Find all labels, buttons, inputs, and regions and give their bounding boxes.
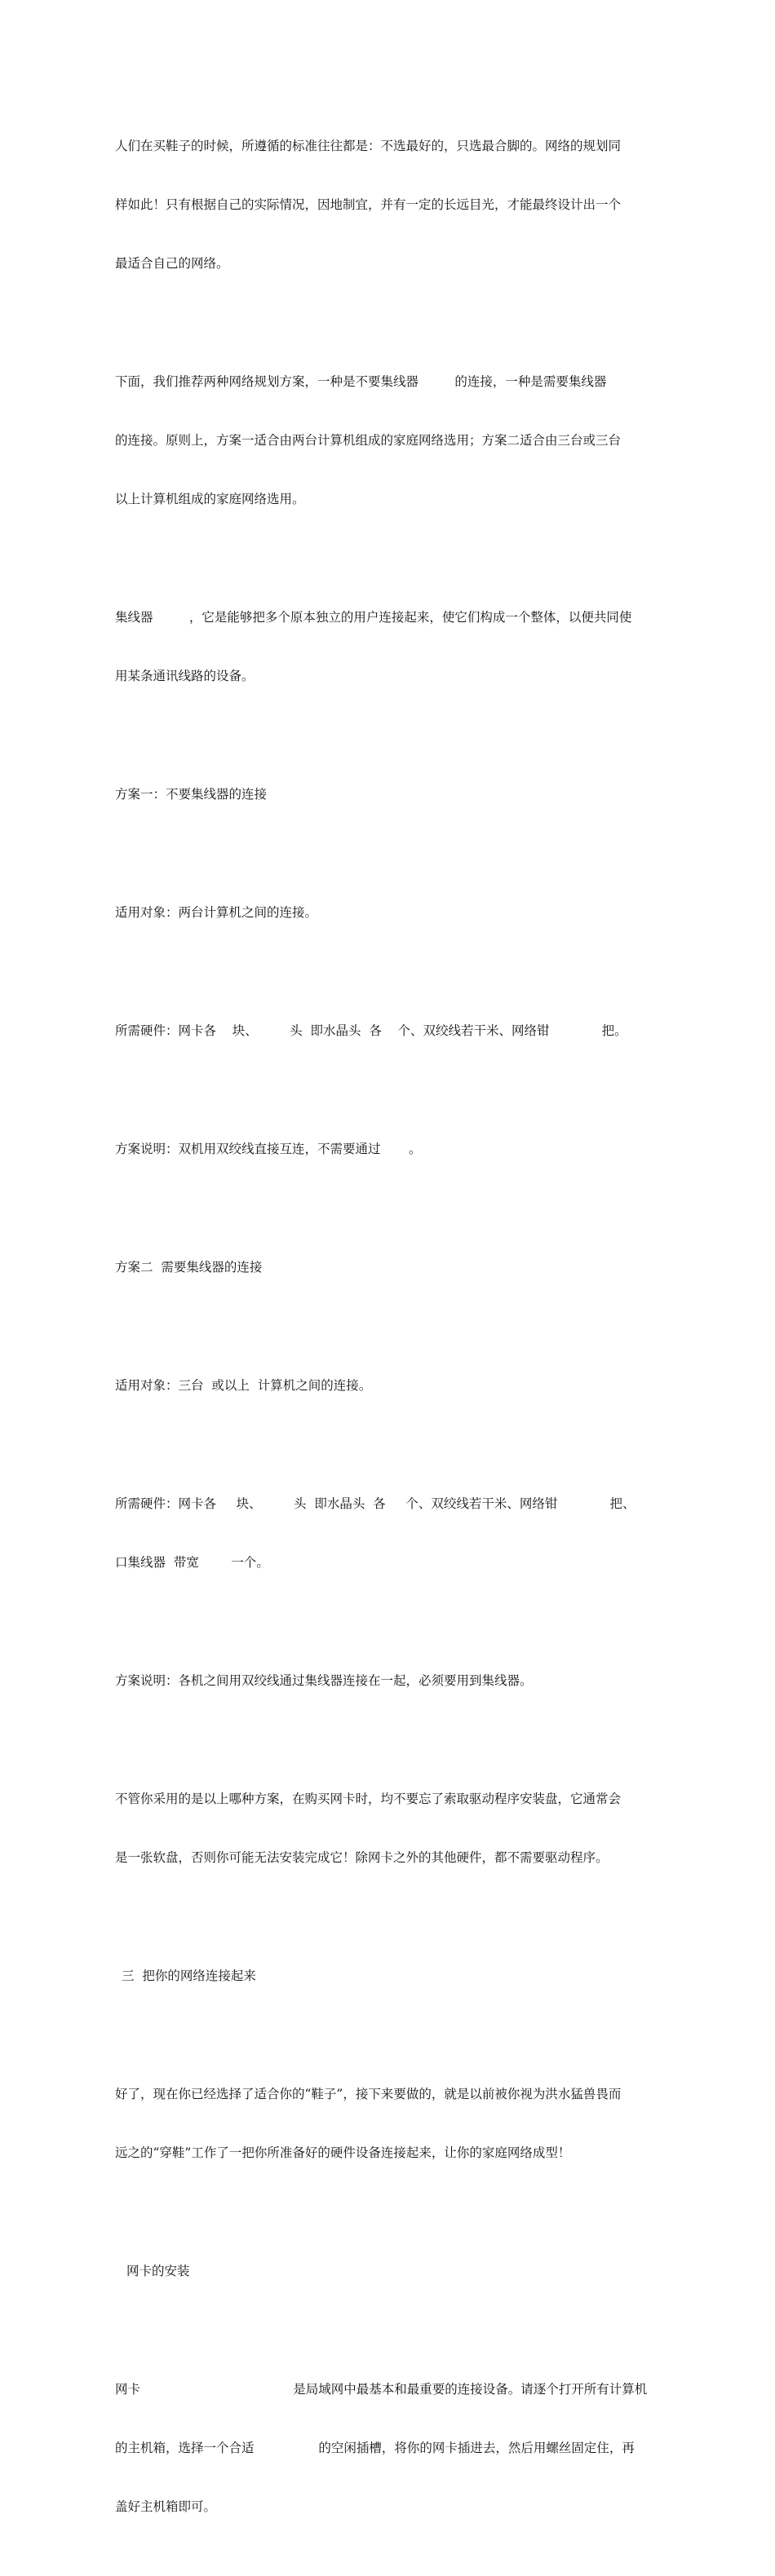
plan-one-description [115,1100,663,1198]
text-line: 远之的“穿鞋”工作了一把你所准备好的硬件设备连接起来，让你的家庭网络成型！ [115,2145,571,2160]
text-line: 网卡的安装 [126,2264,190,2278]
text-line: 方案说明：双机用双绞线直接互连，不需要通过 。 [115,1142,422,1156]
plan-one-hardware [115,982,663,1080]
text-line: 样如此！只有根据自己的实际情况，因地制宜，并有一定的长远目光，才能最终设计出一个 [115,197,622,212]
text-line: 适用对象：两台计算机之间的连接。 [115,905,318,920]
text-line: 的主机箱，选择一个合适 的空闲插槽，将你的网卡插进去，然后用螺丝固定住，再 [115,2441,635,2455]
text-line: 下面，我们推荐两种网络规划方案，一种是不要集线器 的连接，一种是需要集线器 [115,374,607,389]
text-line: 方案说明：各机之间用双绞线通过集线器连接在一起，必须要用到集线器。 [115,1673,533,1688]
plan-two-heading [115,1218,663,1316]
plan-one-heading [115,745,663,843]
text-line: 适用对象：三台 或以上 计算机之间的连接。 [115,1378,372,1393]
text-line: 方案二 需要集线器的连接 [115,1260,263,1275]
paragraph-intro [115,97,663,312]
plan-two-hardware [115,1455,663,1611]
text-line: 网卡 是局域网中最基本和最重要的连接设备。请逐个打开所有计算机 [115,2382,648,2397]
document-body [115,97,663,2576]
section-three-heading [115,1927,663,2025]
plan-one-target [115,864,663,961]
text-line: 的连接。原则上，方案一适合由两台计算机组成的家庭网络选用；方案二适合由三台或三台 [115,433,622,448]
paragraph-plans-overview [115,333,663,548]
plan-two-target [115,1337,663,1434]
text-line: 好了，现在你已经选择了适合你的“鞋子”，接下来要做的，就是以前被你视为洪水猛兽畏而 [115,2087,622,2101]
plan-two-description [115,1632,663,1730]
text-line: 口集线器 带宽 一个。 [115,1555,269,1570]
paragraph-driver-note [115,1750,663,1907]
nic-install-heading [115,2222,663,2320]
text-line: 集线器 ，它是能够把多个原本独立的用户连接起来，使它们构成一个整体，以便共同使 [115,610,632,625]
text-line: 方案一：不要集线器的连接 [115,787,268,802]
paragraph-hub-definition [115,568,663,725]
paragraph-connect-intro [115,2045,663,2202]
text-line: 不管你采用的是以上哪种方案，在购买网卡时，均不要忘了索取驱动程序安装盘，它通常会 [115,1792,622,1806]
text-line: 用某条通讯线路的设备。 [115,669,255,683]
paragraph-nic-install [115,2340,663,2556]
text-line: 所需硬件：网卡各 块、 头 即水晶头 各 个、双绞线若干米、网络钳 把。 [115,1023,627,1038]
text-line: 人们在买鞋子的时候，所遵循的标准往往都是：不选最好的，只选最合脚的。网络的规划同 [115,139,622,153]
text-line: 最适合自己的网络。 [115,256,229,271]
text-line: 盖好主机箱即可。 [115,2499,217,2514]
text-line: 所需硬件：网卡各 块、 头 即水晶头 各 个、双绞线若干米、网络钳 把、 [115,1496,636,1511]
text-line: 三 把你的网络连接起来 [122,1968,256,1983]
text-line: 是一张软盘，否则你可能无法安装完成它！除网卡之外的其他硬件，都不需要驱动程序。 [115,1850,609,1865]
text-line: 以上计算机组成的家庭网络选用。 [115,492,305,506]
